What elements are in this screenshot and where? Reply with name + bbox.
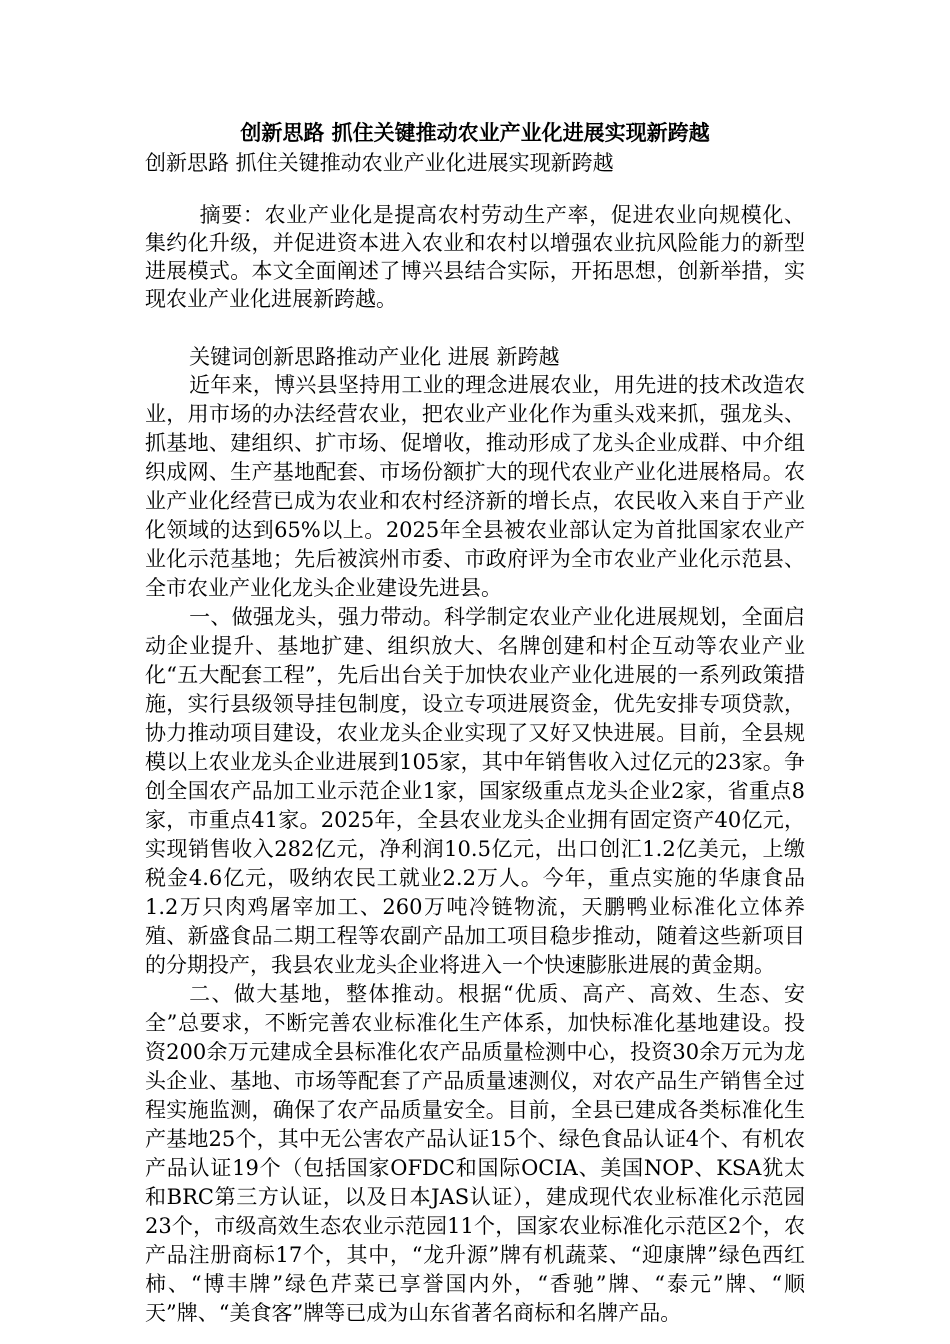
document-subtitle: 创新思路 抓住关键推动农业产业化进展实现新跨越 (145, 151, 614, 175)
body-paragraph-production-bases: 二、做大基地，整体推动。根据“优质、高产、高效、生态、安全”总要求，不断完善农业标准化生产体系，加快标准化基地建设。投资200余万元建成全县标准化农产品质量检测中心，投资30余万元为龙头企业、基地、市场等配套了产品质量速测仪，对农产品生产销售全过程实施监测，确保了农产品质量安全。目前，全县已建成各类标准化生产基地25个，其中无公害农产品认证15个、绿色食品认证4个、有机农产品认证19个（包括国家OFDC和国际OCIA、美国NOP、KSA犹太和BRC第三方认证，以及日本JAS认证），建成现代农业标准化示范园23个，市级高效生态农业示范园11个，国家农业标准化示范区2个，农产品注册商标17个，其中，“龙升源”牌有机蔬菜、“迎康牌”绿色西红柿、“博丰牌”绿色芹菜已享誉国内外，“香驰”牌、“泰元”牌、“顺天”牌、“美食客”牌等已成为山东省著名商标和名牌产品。 (145, 982, 805, 1325)
keywords-line: 关键词创新思路推动产业化 进展 新跨越 (189, 345, 560, 369)
abstract-paragraph: 摘要：农业产业化是提高农村劳动生产率，促进农业向规模化、集约化升级，并促进资本进入农业和农村以增强农业抗风险能力的新型进展模式。本文全面阐述了博兴县结合实际，开拓思想，创新举措，实现农业产业化进展新跨越。 (145, 203, 805, 311)
document-title: 创新思路 抓住关键推动农业产业化进展实现新跨越 (240, 120, 710, 145)
body-paragraph-intro: 近年来，博兴县坚持用工业的理念进展农业，用先进的技术改造农业，用市场的办法经营农业，把农业产业化作为重头戏来抓，强龙头、抓基地、建组织、扩市场、促增收，推动形成了龙头企业成群、中介组织成网、生产基地配套、市场份额扩大的现代农业产业化进展格局。农业产业化经营已成为农业和农村经济新的增长点，农民收入来自于产业化领域的达到65%以上。2025年全县被农业部认定为首批国家农业产业化示范基地；先后被滨州市委、市政府评为全市农业产业化示范县、全市农业产业化龙头企业建设先进县。 (145, 373, 805, 600)
document-page (145, 118, 805, 1328)
body-paragraph-leading-enterprises: 一、做强龙头，强力带动。科学制定农业产业化进展规划，全面启动企业提升、基地扩建、组织放大、名牌创建和村企互动等农业产业化“五大配套工程”，先后出台关于加快农业产业化进展的一系列政策措施，实行县级领导挂包制度，设立专项进展资金，优先安排专项贷款，协力推动项目建设，农业龙头企业实现了又好又快进展。目前，全县规模以上农业龙头企业进展到105家，其中年销售收入过亿元的23家。争创全国农产品加工业示范企业1家，国家级重点龙头企业2家，省重点8家，市重点41家。2025年，全县农业龙头企业拥有固定资产40亿元，实现销售收入282亿元，净利润10.5亿元，出口创汇1.2亿美元，上缴税金4.6亿元，吸纳农民工就业2.2万人。今年，重点实施的华康食品1.2万只肉鸡屠宰加工、260万吨冷链物流，天鹏鸭业标准化立体养殖、新盛食品二期工程等农副产品加工项目稳步推动，随着这些新项目的分期投产，我县农业龙头企业将进入一个快速膨胀进展的黄金期。 (145, 605, 805, 977)
